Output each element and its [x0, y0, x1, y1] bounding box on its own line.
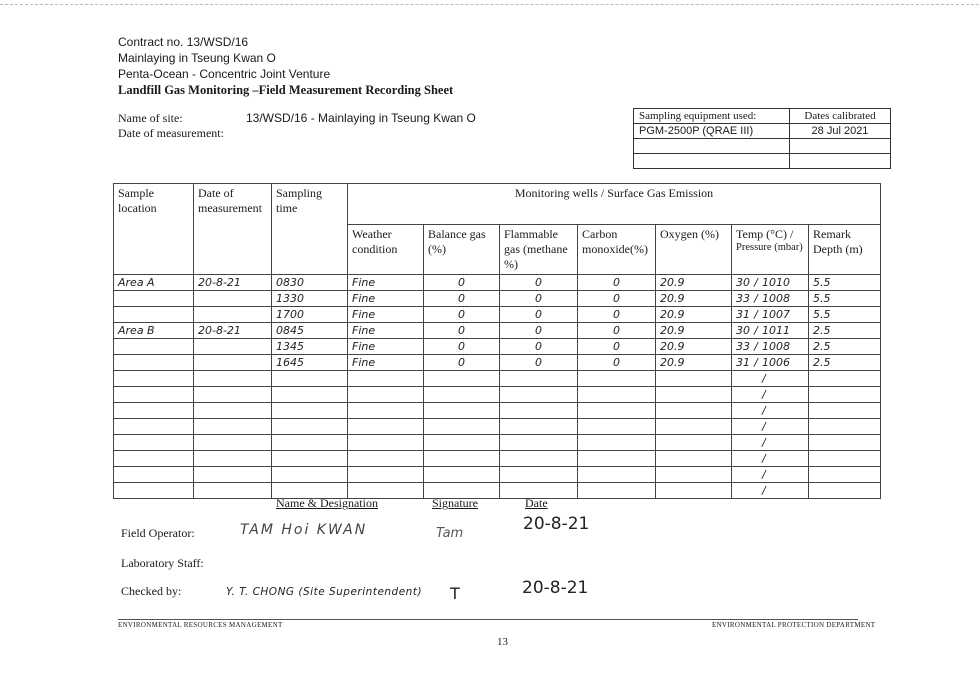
cell-tp	[732, 419, 809, 435]
cell-value: 0	[613, 308, 620, 321]
cell-weather	[348, 275, 424, 291]
cell-weather	[348, 419, 424, 435]
cell-balance	[424, 275, 500, 291]
cell-oxy	[656, 371, 732, 387]
cell-date	[194, 291, 272, 307]
header-flammable-gas: Flammable gas (methane %)	[500, 225, 578, 275]
cell-pressure: 1008	[762, 292, 790, 305]
cell-value: 5.5	[813, 308, 831, 321]
cell-date	[194, 307, 272, 323]
cell-flam	[500, 307, 578, 323]
calibration-header: Dates calibrated	[790, 109, 891, 124]
cell-loc	[114, 387, 194, 403]
cell-time	[272, 275, 348, 291]
top-border	[0, 4, 979, 5]
signoff-name-header: Name & Designation	[276, 496, 378, 510]
cell-flam	[500, 467, 578, 483]
header-balance-gas: Balance gas (%)	[424, 225, 500, 275]
cell-weather	[348, 435, 424, 451]
table-row	[114, 483, 881, 499]
cell-date	[194, 323, 272, 339]
cell-value: 5.5	[813, 292, 831, 305]
cell-loc	[114, 339, 194, 355]
table-row	[114, 451, 881, 467]
header-depth: Depth (m)	[813, 242, 863, 256]
cell-depth	[809, 339, 881, 355]
cell-date	[194, 355, 272, 371]
cell-date	[194, 387, 272, 403]
cell-flam	[500, 339, 578, 355]
cell-oxy	[656, 387, 732, 403]
cell-depth	[809, 403, 881, 419]
cell-weather	[348, 387, 424, 403]
cell-co	[578, 371, 656, 387]
cell-pressure: 1008	[762, 340, 790, 353]
cell-value: 0	[458, 356, 465, 369]
cell-co	[578, 435, 656, 451]
cell-tp	[732, 403, 809, 419]
cell-time	[272, 371, 348, 387]
footer-rule	[118, 619, 858, 620]
contractor-name: Penta-Ocean - Concentric Joint Venture	[118, 67, 331, 81]
cell-oxy	[656, 339, 732, 355]
cell-flam	[500, 387, 578, 403]
cell-value: 1330	[276, 292, 304, 305]
cell-time	[272, 403, 348, 419]
cell-time	[272, 307, 348, 323]
cell-value: 20-8-21	[198, 324, 241, 337]
cell-tp	[732, 371, 809, 387]
table-row	[114, 467, 881, 483]
cell-value: 2.5	[813, 324, 831, 337]
site-name-label: Name of site:	[118, 111, 183, 125]
cell-value: Area B	[118, 324, 155, 337]
cell-flam	[500, 291, 578, 307]
cell-value: 0	[535, 292, 542, 305]
temp-pressure-separator: /	[762, 388, 766, 401]
header-sample-location: Sample location	[114, 184, 194, 275]
cell-weather	[348, 371, 424, 387]
cell-depth	[809, 451, 881, 467]
cell-flam	[500, 451, 578, 467]
cell-depth	[809, 307, 881, 323]
cell-value: 0	[458, 308, 465, 321]
cell-weather	[348, 467, 424, 483]
cell-value: 0	[613, 276, 620, 289]
cell-value: 0	[458, 292, 465, 305]
cell-value: Fine	[352, 276, 376, 289]
cell-balance	[424, 467, 500, 483]
cell-date	[194, 371, 272, 387]
cell-loc	[114, 355, 194, 371]
cell-date	[194, 483, 272, 499]
cell-value: Fine	[352, 308, 376, 321]
site-name-value: 13/WSD/16 - Mainlaying in Tseung Kwan O	[246, 111, 476, 125]
cell-value: 1345	[276, 340, 304, 353]
measurement-rows	[114, 275, 881, 499]
table-row	[114, 275, 881, 291]
cell-loc	[114, 403, 194, 419]
cell-value: 2.5	[813, 340, 831, 353]
cell-value: 0	[613, 292, 620, 305]
signoff-signature-header: Signature	[432, 496, 478, 510]
cell-co	[578, 355, 656, 371]
cell-depth	[809, 435, 881, 451]
header-pressure: Pressure (mbar)	[736, 242, 803, 253]
temp-pressure-separator: /	[754, 356, 758, 369]
cell-tp	[732, 387, 809, 403]
cell-flam	[500, 323, 578, 339]
equipment-value: PGM-2500P (QRAE III)	[634, 124, 790, 139]
cell-tp	[732, 307, 809, 323]
cell-tp	[732, 291, 809, 307]
table-row	[114, 307, 881, 323]
footer-left: ENVIRONMENTAL RESOURCES MANAGEMENT	[118, 621, 283, 629]
cell-oxy	[656, 483, 732, 499]
cell-co	[578, 403, 656, 419]
temp-pressure-separator: /	[762, 484, 766, 497]
cell-value: 20.9	[660, 292, 685, 305]
cell-oxy	[656, 467, 732, 483]
cell-loc	[114, 467, 194, 483]
cell-co	[578, 291, 656, 307]
cell-loc	[114, 483, 194, 499]
cell-co	[578, 323, 656, 339]
cell-value: 0	[458, 276, 465, 289]
page-number: 13	[497, 636, 508, 648]
checked-by-signature: T	[450, 584, 460, 603]
cell-weather	[348, 307, 424, 323]
cell-value: 0	[535, 324, 542, 337]
table-row	[114, 355, 881, 371]
calibration-value: 28 Jul 2021	[790, 124, 891, 139]
calibration-blank	[790, 154, 891, 169]
cell-temp: 31	[736, 308, 750, 321]
signoff-date-header: Date	[525, 496, 548, 510]
cell-depth	[809, 371, 881, 387]
cell-balance	[424, 355, 500, 371]
cell-value: 0	[613, 324, 620, 337]
cell-balance	[424, 323, 500, 339]
cell-loc	[114, 371, 194, 387]
cell-co	[578, 451, 656, 467]
cell-loc	[114, 419, 194, 435]
cell-depth	[809, 467, 881, 483]
cell-flam	[500, 403, 578, 419]
cell-date	[194, 467, 272, 483]
equipment-table	[633, 108, 891, 169]
cell-depth	[809, 275, 881, 291]
temp-pressure-separator: /	[754, 292, 758, 305]
field-operator-name: TAM Hoi KWAN	[240, 522, 368, 538]
cell-flam	[500, 355, 578, 371]
header-monitoring-wells: Monitoring wells / Surface Gas Emission	[348, 184, 881, 225]
cell-weather	[348, 355, 424, 371]
cell-value: 0	[535, 276, 542, 289]
cell-time	[272, 467, 348, 483]
cell-co	[578, 339, 656, 355]
header-carbon-monoxide: Carbon monoxide(%)	[578, 225, 656, 275]
cell-flam	[500, 435, 578, 451]
footer-right: ENVIRONMENTAL PROTECTION DEPARTMENT	[712, 621, 876, 629]
equipment-header: Sampling equipment used:	[634, 109, 790, 124]
cell-time	[272, 355, 348, 371]
header-weather: Weather condition	[348, 225, 424, 275]
project-name: Mainlaying in Tseung Kwan O	[118, 51, 276, 65]
temp-pressure-separator: /	[762, 436, 766, 449]
cell-tp	[732, 435, 809, 451]
cell-date	[194, 451, 272, 467]
cell-temp: 33	[736, 292, 750, 305]
cell-temp: 33	[736, 340, 750, 353]
field-operator-label: Field Operator:	[121, 526, 195, 540]
cell-oxy	[656, 419, 732, 435]
cell-pressure: 1010	[762, 276, 790, 289]
cell-balance	[424, 419, 500, 435]
cell-depth	[809, 323, 881, 339]
table-row	[114, 291, 881, 307]
cell-depth	[809, 387, 881, 403]
cell-loc	[114, 435, 194, 451]
cell-co	[578, 275, 656, 291]
laboratory-staff-label: Laboratory Staff:	[121, 556, 204, 570]
cell-value: 0	[458, 340, 465, 353]
cell-value: 20.9	[660, 356, 685, 369]
temp-pressure-separator: /	[762, 404, 766, 417]
site-labels	[118, 111, 224, 141]
cell-date	[194, 403, 272, 419]
cell-pressure: 1007	[762, 308, 790, 321]
cell-tp	[732, 483, 809, 499]
field-operator-signature: Tam	[436, 526, 464, 541]
checked-by-date: 20-8-21	[522, 578, 589, 598]
cell-oxy	[656, 307, 732, 323]
cell-flam	[500, 275, 578, 291]
cell-oxy	[656, 435, 732, 451]
temp-pressure-separator: /	[754, 324, 758, 337]
cell-tp	[732, 339, 809, 355]
cell-oxy	[656, 275, 732, 291]
cell-value: Fine	[352, 292, 376, 305]
cell-depth	[809, 419, 881, 435]
cell-value: 20.9	[660, 276, 685, 289]
cell-value: 0830	[276, 276, 304, 289]
equipment-blank	[634, 139, 790, 154]
cell-depth	[809, 483, 881, 499]
cell-value: 0	[535, 356, 542, 369]
cell-flam	[500, 371, 578, 387]
cell-value: 0	[535, 340, 542, 353]
temp-pressure-separator: /	[762, 372, 766, 385]
table-row	[114, 419, 881, 435]
cell-time	[272, 291, 348, 307]
cell-pressure: 1011	[762, 324, 790, 337]
cell-oxy	[656, 355, 732, 371]
cell-temp: 30	[736, 324, 750, 337]
calibration-blank	[790, 139, 891, 154]
cell-value: 1700	[276, 308, 304, 321]
header-temp-pressure	[732, 225, 809, 275]
temp-pressure-separator: /	[754, 308, 758, 321]
cell-tp	[732, 467, 809, 483]
checked-by-name: Y. T. CHONG (Site Superintendent)	[226, 586, 423, 598]
cell-time	[272, 339, 348, 355]
cell-balance	[424, 339, 500, 355]
cell-value: 2.5	[813, 356, 831, 369]
header-remark	[809, 225, 881, 275]
cell-time	[272, 387, 348, 403]
cell-date	[194, 435, 272, 451]
cell-value: 20-8-21	[198, 276, 241, 289]
temp-pressure-separator: /	[762, 468, 766, 481]
header-oxygen: Oxygen (%)	[656, 225, 732, 275]
sheet-title: Landfill Gas Monitoring –Field Measurement Recording Sheet	[118, 83, 454, 97]
cell-value: 0	[613, 356, 620, 369]
cell-value: Fine	[352, 356, 376, 369]
table-row	[114, 371, 881, 387]
cell-balance	[424, 291, 500, 307]
cell-weather	[348, 339, 424, 355]
cell-temp: 30	[736, 276, 750, 289]
cell-balance	[424, 435, 500, 451]
cell-balance	[424, 307, 500, 323]
header-date: Date of measurement	[194, 184, 272, 275]
cell-loc	[114, 307, 194, 323]
cell-oxy	[656, 451, 732, 467]
cell-weather	[348, 403, 424, 419]
checked-by-label: Checked by:	[121, 584, 182, 598]
header-sampling-time: Sampling time	[272, 184, 348, 275]
temp-pressure-separator: /	[762, 452, 766, 465]
temp-pressure-separator: /	[762, 420, 766, 433]
cell-value: 0	[613, 340, 620, 353]
cell-loc	[114, 275, 194, 291]
measurement-date-label: Date of measurement:	[118, 126, 224, 140]
cell-tp	[732, 451, 809, 467]
cell-value: 20.9	[660, 324, 685, 337]
cell-weather	[348, 291, 424, 307]
cell-co	[578, 467, 656, 483]
cell-time	[272, 451, 348, 467]
table-row	[114, 323, 881, 339]
cell-tp	[732, 355, 809, 371]
cell-loc	[114, 323, 194, 339]
cell-flam	[500, 419, 578, 435]
cell-loc	[114, 291, 194, 307]
cell-depth	[809, 291, 881, 307]
cell-oxy	[656, 323, 732, 339]
contract-number: Contract no. 13/WSD/16	[118, 35, 249, 49]
cell-balance	[424, 387, 500, 403]
cell-co	[578, 419, 656, 435]
cell-weather	[348, 451, 424, 467]
cell-loc	[114, 451, 194, 467]
document-header	[118, 34, 453, 98]
table-row	[114, 339, 881, 355]
header-temp: Temp (°C) /	[736, 227, 794, 241]
cell-balance	[424, 403, 500, 419]
equipment-blank	[634, 154, 790, 169]
measurement-table	[113, 183, 881, 499]
cell-value: 1645	[276, 356, 304, 369]
cell-date	[194, 339, 272, 355]
cell-value: Fine	[352, 324, 376, 337]
cell-oxy	[656, 291, 732, 307]
temp-pressure-separator: /	[754, 340, 758, 353]
cell-weather	[348, 323, 424, 339]
cell-value: 0	[458, 324, 465, 337]
cell-value: 0	[535, 308, 542, 321]
cell-value: 20.9	[660, 340, 685, 353]
cell-value: Area A	[118, 276, 155, 289]
cell-date	[194, 275, 272, 291]
cell-co	[578, 483, 656, 499]
cell-date	[194, 419, 272, 435]
cell-tp	[732, 323, 809, 339]
cell-value: 5.5	[813, 276, 831, 289]
cell-tp	[732, 275, 809, 291]
cell-value: Fine	[352, 340, 376, 353]
table-row	[114, 387, 881, 403]
cell-co	[578, 387, 656, 403]
temp-pressure-separator: /	[754, 276, 758, 289]
cell-pressure: 1006	[762, 356, 790, 369]
table-row	[114, 403, 881, 419]
field-operator-date: 20-8-21	[523, 514, 590, 534]
cell-balance	[424, 451, 500, 467]
cell-temp: 31	[736, 356, 750, 369]
cell-oxy	[656, 403, 732, 419]
cell-co	[578, 307, 656, 323]
cell-time	[272, 435, 348, 451]
cell-time	[272, 323, 348, 339]
cell-time	[272, 419, 348, 435]
header-remark-label: Remark	[813, 227, 851, 241]
table-row	[114, 435, 881, 451]
cell-value: 0845	[276, 324, 304, 337]
cell-balance	[424, 371, 500, 387]
cell-value: 20.9	[660, 308, 685, 321]
cell-depth	[809, 355, 881, 371]
